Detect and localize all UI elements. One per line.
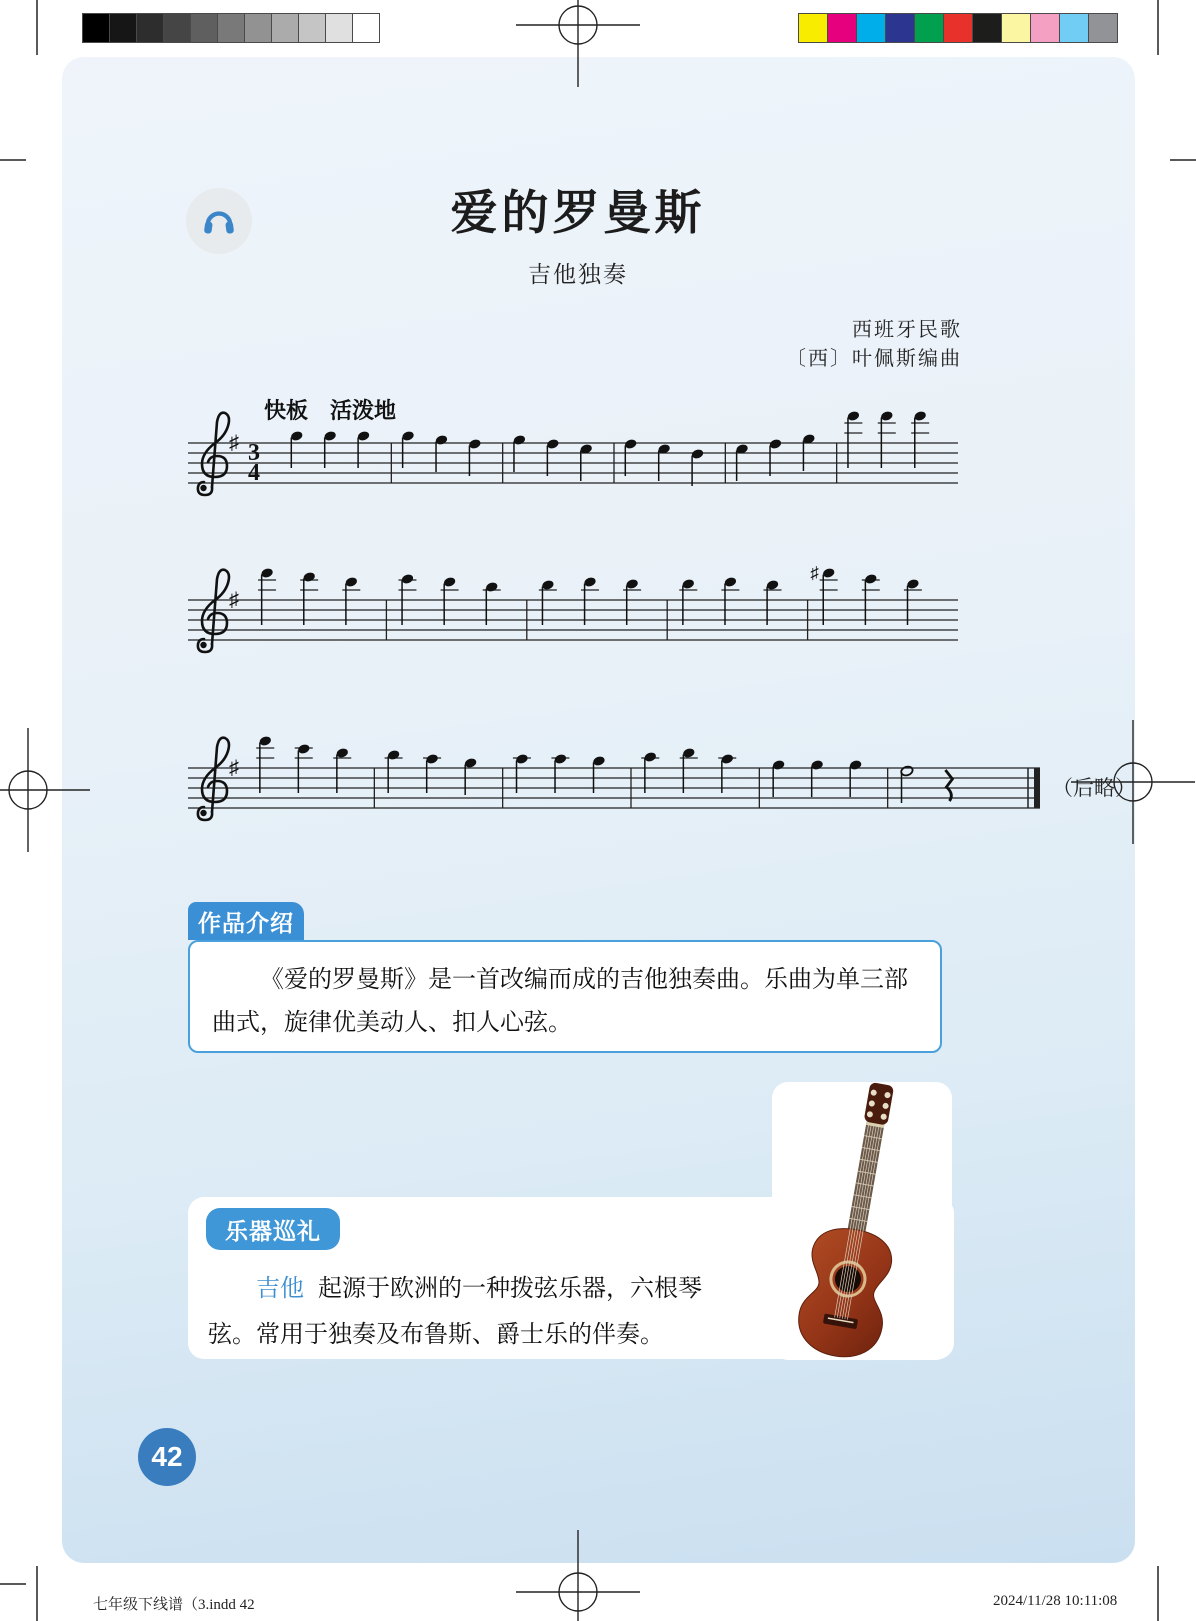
intro-section-label: 作品介绍 — [198, 909, 294, 936]
music-staff-1 — [188, 383, 963, 508]
svg-text:3: 3 — [248, 440, 260, 466]
quarter-rest — [945, 770, 952, 801]
intro-section-box — [188, 940, 942, 1053]
color-swatch — [1088, 13, 1118, 43]
score-ending-note: （后略） — [1052, 776, 1136, 800]
grayscale-swatch — [298, 13, 326, 43]
page-number-badge — [138, 1428, 196, 1486]
grayscale-calibration-bar — [83, 13, 380, 43]
color-calibration-bar — [799, 13, 1118, 43]
color-swatch — [1030, 13, 1060, 43]
credit-source: 西班牙民歌 — [852, 319, 962, 341]
credit-arranger: 〔西〕叶佩斯编曲 — [786, 348, 962, 370]
key-signature-sharp: ♯ — [229, 589, 239, 611]
grayscale-swatch — [190, 13, 218, 43]
grayscale-swatch — [136, 13, 164, 43]
page-title: 爱的罗曼斯 — [450, 188, 706, 240]
instrument-section-label: 乐器巡礼 — [225, 1217, 321, 1244]
intro-text: 《爱的罗曼斯》是一首改编而成的吉他独奏曲。乐曲为单三部曲式，旋律优美动人、扣人心弦。 — [212, 967, 908, 1036]
grayscale-swatch — [271, 13, 299, 43]
instrument-section-tab — [206, 1208, 340, 1250]
color-swatch — [885, 13, 915, 43]
key-signature-sharp: ♯ — [229, 432, 239, 454]
tempo-marking: 快板 活泼地 — [264, 398, 397, 423]
intro-section-tab — [188, 902, 304, 940]
accidental-sharp: ♯ — [810, 563, 819, 583]
grayscale-swatch — [109, 13, 137, 43]
guitar-headstock — [864, 1082, 895, 1126]
music-staff-2 — [188, 540, 963, 665]
time-signature — [248, 440, 260, 486]
svg-text:4: 4 — [248, 460, 260, 486]
final-barline — [1034, 768, 1040, 808]
grayscale-swatch — [82, 13, 110, 43]
music-staff-3 — [188, 708, 1048, 833]
page-number: 42 — [151, 1441, 183, 1472]
instrument-description: 起源于欧洲的一种拨弦乐器，六根琴弦。常用于独奏及布鲁斯、爵士乐的伴奏。 — [208, 1276, 702, 1348]
color-swatch — [943, 13, 973, 43]
grayscale-swatch — [325, 13, 353, 43]
guitar-body — [793, 1222, 898, 1363]
color-swatch — [972, 13, 1002, 43]
grayscale-swatch — [217, 13, 245, 43]
grayscale-swatch — [244, 13, 272, 43]
page-subtitle: 吉他独奏 — [528, 262, 628, 287]
instrument-text — [208, 1266, 713, 1358]
key-signature-sharp: ♯ — [229, 757, 239, 779]
color-swatch — [856, 13, 886, 43]
grayscale-swatch — [163, 13, 191, 43]
footer-file-info: 七年级下线谱（3.indd 42 — [93, 1597, 255, 1613]
color-swatch — [1001, 13, 1031, 43]
color-swatch — [914, 13, 944, 43]
color-swatch — [827, 13, 857, 43]
instrument-term: 吉他 — [256, 1276, 304, 1302]
grayscale-swatch — [352, 13, 380, 43]
guitar-image — [762, 1078, 962, 1368]
footer-timestamp: 2024/11/28 10:11:08 — [993, 1593, 1118, 1609]
color-swatch — [798, 13, 828, 43]
color-swatch — [1059, 13, 1089, 43]
